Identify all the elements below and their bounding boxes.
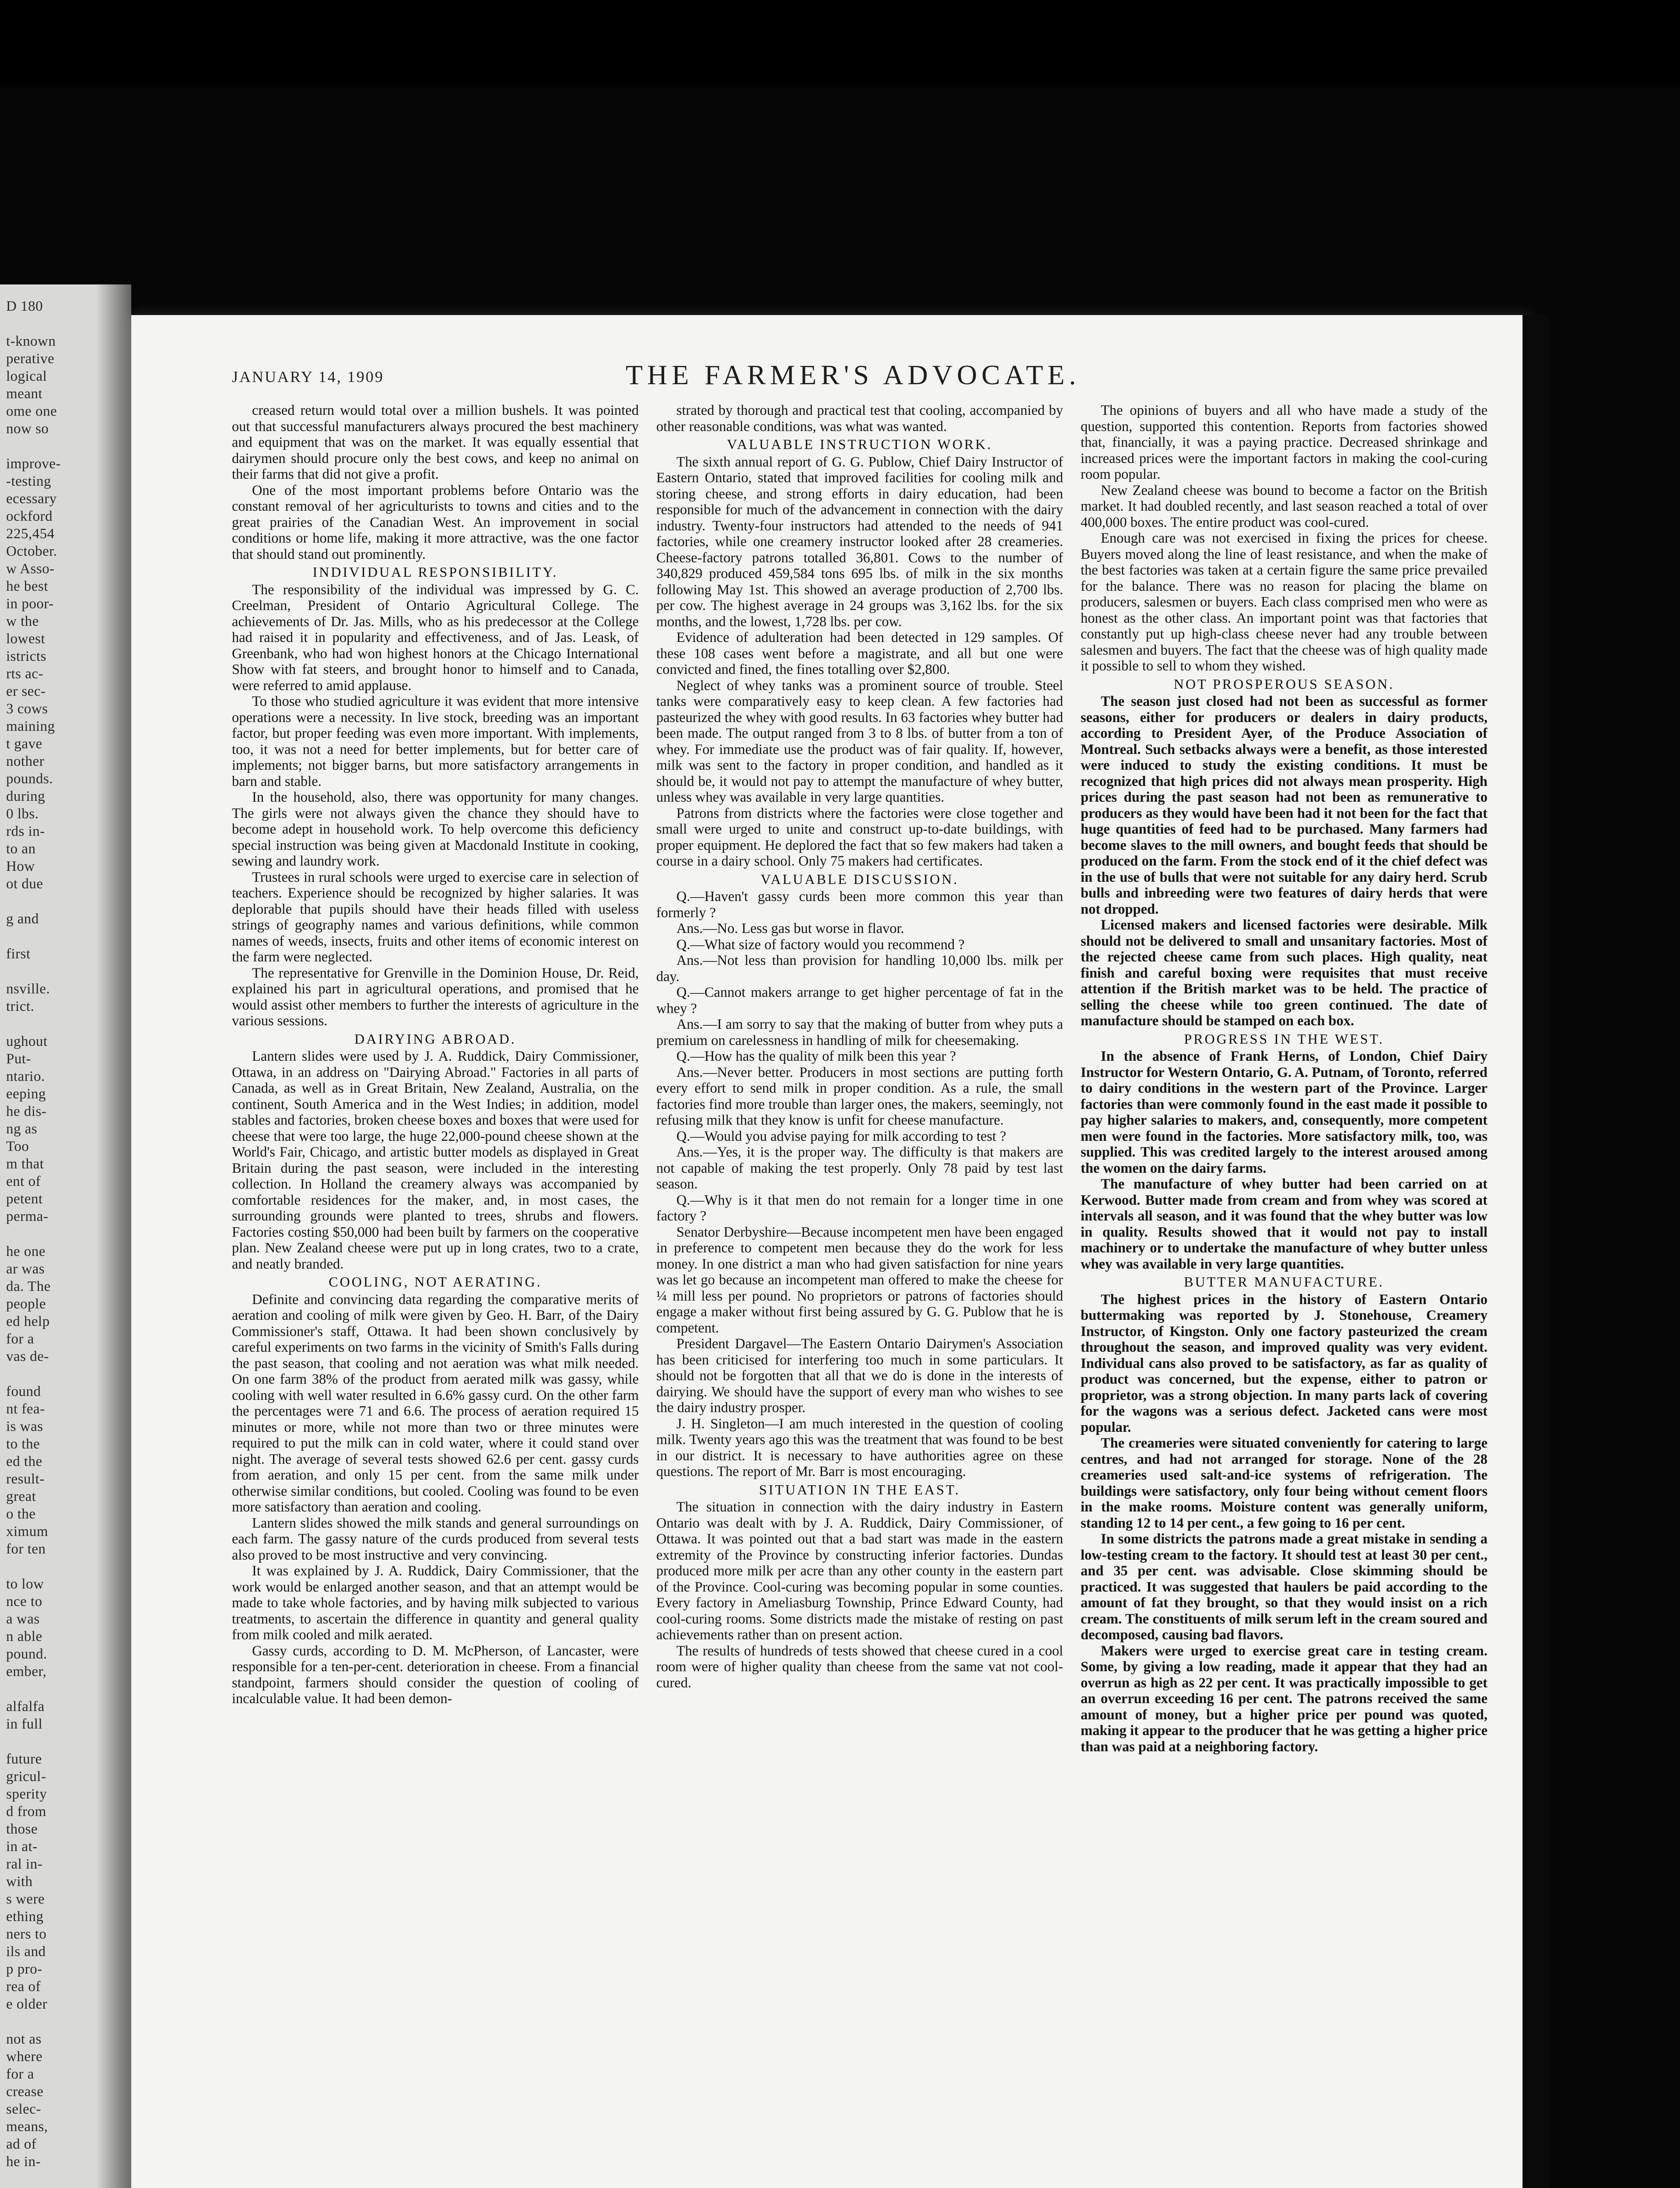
paragraph: Q.—What size of factory would you recommend ?: [676, 936, 965, 953]
paragraph: One of the most important problems before Ontario was the constant removal of her agriculturists to towns and cities and to the great prairies of the Canadian West. An improvement in social conditions or home life, making it more attractive, was the one factor that should stand out prominently.: [232, 482, 639, 562]
newspaper-page: [131, 315, 1531, 2188]
section-heading: BUTTER MANUFACTURE.: [1184, 1274, 1384, 1290]
paragraph: The responsibility of the individual was impressed by G. C. Creelman, President of Ontario Agricultural College. The achievements of Dr. Jas. Mills, who as his predecessor at the College had raised it in popularity and effectiveness, and of Jas. Leask, of Greenbank, who had won highest honors at the Chicago International Show with fat steers, and brought honor to himself and to Canada, were referred to amid applause.: [232, 582, 639, 694]
paragraph: The manufacture of whey butter had been carried on at Kerwood. Butter made from cream and from whey was scored at intervals all season, and it was found that the whey butter was low in quality. Results showed that it would not pay to install machinery or to undertake the manufacture of whey butter unless whey was available in very large quantities.: [1081, 1176, 1488, 1272]
paragraph: The results of hundreds of tests showed that cheese cured in a cool room were of higher quality than cheese from the same vat not cool-cured.: [656, 1643, 1063, 1691]
paragraph: Makers were urged to exercise great care in testing cream. Some, by giving a low reading, made it appear that they had an overrun as high as 22 per cent. It was practically impossible to get an overrun exceeding 16 per cent. The patrons received the same amount of money, but a higher price per pound was quoted, making it appear to the producer that he was getting a higher price than was paid at a neighboring factory.: [1081, 1643, 1488, 1755]
paragraph: Enough care was not exercised in fixing the prices for cheese. Buyers moved along the line of least resistance, and when the make of the best factories was taken at a certain figure the same price prevailed for the balance. There was no reason for placing the blame on producers, salesmen or buyers. Each class comprised men who were as honest as the other class. An important point was that factories that constantly put up high-class cheese never had any trouble between salesmen and buyers. The fact that the cheese was of high quality made it possible to sell to whom they wished.: [1081, 530, 1488, 674]
page-header: [232, 359, 1479, 389]
paragraph: The opinions of buyers and all who have made a study of the question, supported this contention. Reports from factories showed that, financially, it was a paying practice. Decreased shrinkage and increased prices were the important factors in making the cool-curing room popular.: [1081, 403, 1488, 482]
paragraph: Evidence of adulteration had been detected in 129 samples. Of these 108 cases went before a magistrate, and all but one were convicted and fined, the fines totalling over $2,800.: [656, 630, 1063, 677]
section-heading: PROGRESS IN THE WEST.: [1184, 1031, 1384, 1047]
paragraph: The sixth annual report of G. G. Publow, Chief Dairy Instructor of Eastern Ontario, stated that improved facilities for cooling milk and storing cheese, and strong efforts in dairy education, had been responsible for much of the advancement in connection with the dairy industry. Twenty-four instructors had attended to the needs of 941 factories, while one creamery instructor looked after 28 creameries. Cheese-factory patrons totalled 36,801. Cows to the number of 340,829 produced 459,584 tons 695 lbs. of milk in the six months following May 1st. This showed an average production of 2,700 lbs. per cow. The highest average in 24 groups was 3,162 lbs. for the six months, and the lowest, 1,728 lbs. per cow.: [656, 454, 1063, 630]
paragraph: President Dargavel—The Eastern Ontario Dairymen's Association has been criticised for interfering too much in some particulars. It should not be forgotten that all that we do is done in the interests of dairying. We should have the support of every man who wishes to see the dairy industry prosper.: [656, 1336, 1063, 1416]
paragraph: In the absence of Frank Herns, of London, Chief Dairy Instructor for Western Ontario, G. A. Putnam, of Toronto, referred to dairy conditions in the western part of the Province. Larger factories than were commonly found in the east made it possible to pay higher salaries to makers, and, consequently, more competent men were found in the factories. More satisfactory milk, too, was supplied. This was credited largely to the interest aroused among the women on the dairy farms.: [1081, 1048, 1488, 1176]
page-edge-shadow: [1522, 315, 1549, 2188]
section-heading: INDIVIDUAL RESPONSIBILITY.: [312, 564, 558, 580]
paragraph: To those who studied agriculture it was evident that more intensive operations were a necessity. In live stock, breeding was an important factor, but proper feeding was even more important. With implements, too, it was not a need for better implements, but for better care of implements; not bigger barns, but more satisfactory arrangements in barn and stable.: [232, 694, 639, 789]
adjacent-page-text: D 180 t-known perative logical meant ome one now so improve- -testing ecessary ockford 225,454 October. w Asso- he best in poor- w the lowest istricts rts ac- er sec- 3 cows maining t gave nother pounds. during 0 lbs. rds in- to an How ot due g and first nsville. trict. ughout Put- ntario. eeping he dis- ng as Too m that ent of petent perma- he one ar was da. The people ed help for a vas de- found nt fea- is was to the ed the result- great o the ximum for ten to low nce to a was n able pound. ember, alfalfa in full future gricul- sperity d from those in at- ral in- with s were ething ners to ils and p pro- rea of e older not as where for a crease selec- means, ad of he in-: [6, 298, 61, 2170]
paragraph: Ans.—I am sorry to say that the making of butter from whey puts a premium on carelessness in handling of milk for cheesemaking.: [656, 1017, 1063, 1048]
paragraph: Q.—Why is it that men do not remain for a longer time in one factory ?: [656, 1192, 1063, 1224]
paragraph: Neglect of whey tanks was a prominent source of trouble. Steel tanks were comparatively easy to keep clean. A few factories had pasteurized the whey with good results. In 63 factories whey butter had been made. The output ranged from 3 to 8 lbs. of butter from a ton of whey. For immediate use the product was of fair quality. If, however, milk was sent to the factory in proper condition, and handled as it should be, it would not pay to attempt the manufacture of whey butter, unless whey was available in very large quantities.: [656, 677, 1063, 805]
paragraph: Definite and convincing data regarding the comparative merits of aeration and cooling of milk were given by Geo. H. Barr, of the Dairy Commissioner's staff, Ottawa. It had been shown conclusively by careful experiments on two farms in the vicinity of Smith's Falls during the past season, that cooling and not aeration was what milk needed. On one farm 38% of the product from aerated milk was gassy, while cooling with well water resulted in 6.6% gassy curd. On the other farm the percentages were 71 and 6.6. The process of aeration required 15 minutes or more, while not more than two or three minutes were required to put the milk can in cold water, where it could stand over night. The average of several tests showed 62.6 per cent. gassy curds from aeration, and only 15 per cent. from the same milk under otherwise similar conditions, but cooled. Cooling was found to be even more satisfactory than aeration and cooling.: [232, 1291, 639, 1515]
paragraph: strated by thorough and practical test that cooling, accompanied by other reasonable conditions, was what was wanted.: [656, 403, 1063, 435]
paragraph: The representative for Grenville in the Dominion House, Dr. Reid, explained his part in agricultural operations, and promised that he would assist other members to further the interests of agriculture in the various sessions.: [232, 965, 639, 1029]
paragraph: Ans.—Not less than provision for handling 10,000 lbs. milk per day.: [656, 953, 1063, 985]
paragraph: Ans.—No. Less gas but worse in flavor.: [676, 921, 904, 936]
paragraph: The highest prices in the history of Eastern Ontario buttermaking was reported by J. Stonehouse, Creamery Instructor, of Kingston. Only one factory pasteurized the cream throughout the season, and improved quality was very evident. Individual cans also proved to be satisfactory, as far as quality of product was concerned, but the expense, either to patron or proprietor, was a strong objection. In many parts lack of covering for the wagons was a serious defect. Jacketed cans were most popular.: [1081, 1291, 1488, 1435]
paragraph: It was explained by J. A. Ruddick, Dairy Commissioner, that the work would be enlarged another season, and that an attempt would be made to take whole factories, and by having milk subjected to various treatments, to ascertain the difference in quantity and general quality from milk cooled and milk aerated.: [232, 1563, 639, 1643]
paragraph: In some districts the patrons made a great mistake in sending a low-testing cream to the factory. It should test at least 30 per cent., and 35 per cent. was advisable. Close skimming should be practiced. It was suggested that haulers be paid according to the amount of fat they brought, so that they would insist on a rich cream. The constituents of milk serum left in the cream soured and decomposed, causing bad flavors.: [1081, 1531, 1488, 1643]
paragraph: Licensed makers and licensed factories were desirable. Milk should not be delivered to small and unsanitary factories. Most of the rejected cheese came from such places. High quality, neat finish and careful boxing were requisites that must receive attention if the British market was to be held. The practice of selling the cheese while too green continued. The date of manufacture should be stamped on each box.: [1081, 917, 1488, 1029]
section-heading: DAIRYING ABROAD.: [354, 1031, 516, 1047]
section-heading: VALUABLE DISCUSSION.: [760, 871, 959, 887]
paragraph: In the household, also, there was opportunity for many changes. The girls were not always given the chance they should have to become adept in household work. To help overcome this deficiency special instruction was being given at Macdonald Institute in cooking, sewing and laundry work.: [232, 789, 639, 869]
section-heading: VALUABLE INSTRUCTION WORK.: [727, 436, 993, 452]
section-heading: NOT PROSPEROUS SEASON.: [1173, 676, 1395, 692]
paragraph: The season just closed had not been as successful as former seasons, either for producers or dealers in dairy products, according to President Ayer, of the Produce Association of Montreal. Such setbacks always were a benefit, as those interested were induced to study the existing conditions. It must be recognized that high prices did not always mean prosperity. High prices during the past season had not been as remunerative to producers as they would have been had it not been for the fact that huge quantities of feed had to be purchased. Many farmers had become slaves to the mill owners, and bought feeds that should be produced on the farm. From the stock end of it the chief defect was in the use of bulls that were not suitable for any dairy herd. Scrub bulls and inbreeding were two features of dairy herds that were not dropped.: [1081, 694, 1488, 917]
paragraph: J. H. Singleton—I am much interested in the question of cooling milk. Twenty years ago this was the treatment that was found to be best in our district. It is necessary to have authorities agree on these questions. The report of Mr. Barr is most encouraging.: [656, 1416, 1063, 1480]
paragraph: Ans.—Never better. Producers in most sections are putting forth every effort to send milk in proper condition. As a rule, the small factories find more trouble than larger ones, the makers, seemingly, not refusing milk that they know is unfit for cheese manufacture.: [656, 1064, 1063, 1128]
paragraph: Lantern slides were used by J. A. Ruddick, Dairy Commissioner, Ottawa, in an address on "Dairying Abroad." Factories in all parts of Canada, as well as in Great Britain, New Zealand, Australia, on the continent, South America and in the West Indies; in addition, model stables and factories, broken cheese boxes and boxes that were used for cheese that were too large, the huge 22,000-pound cheese shown at the World's Fair, Chicago, and artistic butter models as displayed in Great Britain during the past season, were included in the interesting collection. In Holland the creamery always was accompanied by comfortable residences for the maker, and, in most cases, the surrounding grounds were planted to trees, shrubs and flowers. Factories costing $50,000 had been built by farmers on the cooperative plan. New Zealand cheese were put up in long crates, two to a crate, and neatly branded.: [232, 1048, 639, 1272]
paragraph: Gassy curds, according to D. M. McPherson, of Lancaster, were responsible for a ten-per-cent. deterioration in cheese. From a financial standpoint, farmers should consider the question of cooling of incalculable value. It had been demon-: [232, 1643, 639, 1707]
section-heading: COOLING, NOT AERATING.: [329, 1274, 542, 1290]
paragraph: Q.—Cannot makers arrange to get higher percentage of fat in the whey ?: [656, 985, 1063, 1017]
paragraph: Trustees in rural schools were urged to exercise care in selection of teachers. Experience should be recognized by higher salaries. It was deplorable that pupils should have their heads filled with useless strings of geography names and various definitions, while common names of weeds, insects, fruits and other items of economic interest on the farm were neglected.: [232, 869, 639, 965]
paragraph: Lantern slides showed the milk stands and general surroundings on each farm. The gassy nature of the curds produced from several tests also proved to be most instructive and very convincing.: [232, 1515, 639, 1563]
column-3: [1081, 403, 1488, 2188]
section-heading: SITUATION IN THE EAST.: [759, 1481, 961, 1497]
paragraph: The creameries were situated conveniently for catering to large centres, and had not arranged for storage. None of the 28 creameries used salt-and-ice systems of refrigeration. The buildings were satisfactory, only four being without cement floors in the make rooms. Moisture content was generally uniform, standing 12 to 14 per cent., a few going to 16 per cent.: [1081, 1435, 1488, 1531]
paragraph: Q.—How has the quality of milk been this year ?: [676, 1048, 956, 1064]
masthead: THE FARMER'S ADVOCATE.: [626, 359, 1081, 390]
column-1: [232, 403, 639, 2188]
page-gutter-shadow: [96, 284, 131, 2188]
paragraph: Senator Derbyshire—Because incompetent men have been engaged in preference to competent men because they do the work for less money. In one district a man who had given satisfaction for nine years was let go because an incompetent man offered to make the cheese for ¼ mill less per pound. No proprietors or patrons of factories should engage a maker without first being assured by G. G. Publow that he is competent.: [656, 1224, 1063, 1336]
paragraph: The situation in connection with the dairy industry in Eastern Ontario was dealt with by J. A. Ruddick, Dairy Commissioner, of Ottawa. It was pointed out that a bad start was made in the eastern extremity of the Province by constructing inferior factories. Dundas produced more milk per acre than any other county in the eastern part of the Province. Cool-curing was becoming popular in some counties. Every factory in Ameliasburg Township, Prince Edward County, had cool-curing rooms. Some districts made the mistake of resting on past achievements rather than on present action.: [656, 1499, 1063, 1643]
paragraph: Q.—Haven't gassy curds been more common this year than formerly ?: [656, 889, 1063, 921]
paragraph: Patrons from districts where the factories were close together and small were urged to unite and construct up-to-date buildings, with proper equipment. He deplored the fact that so few makers had taken a course in a dairy school. Only 75 makers had certificates.: [656, 805, 1063, 869]
issue-date: JANUARY 14, 1909: [232, 368, 384, 386]
heavy-print-block: [1081, 694, 1488, 1755]
column-2: [656, 403, 1063, 2188]
film-border-top: [0, 0, 1680, 88]
paragraph: Ans.—Yes, it is the proper way. The difficulty is that makers are not capable of making the test properly. Only 78 paid by test last season.: [656, 1144, 1063, 1192]
paragraph: creased return would total over a million bushels. It was pointed out that successful manufacturers always procured the best machinery and equipment that was on the market. It was equally essential that dairymen should procure only the best cows, and keep no animal on their farms that did not give a profit.: [232, 403, 639, 482]
paragraph: New Zealand cheese was bound to become a factor on the British market. It had doubled recently, and last season reached a total of over 400,000 boxes. The entire product was cool-cured.: [1081, 482, 1488, 530]
paragraph: Q.—Would you advise paying for milk according to test ?: [676, 1128, 1006, 1144]
